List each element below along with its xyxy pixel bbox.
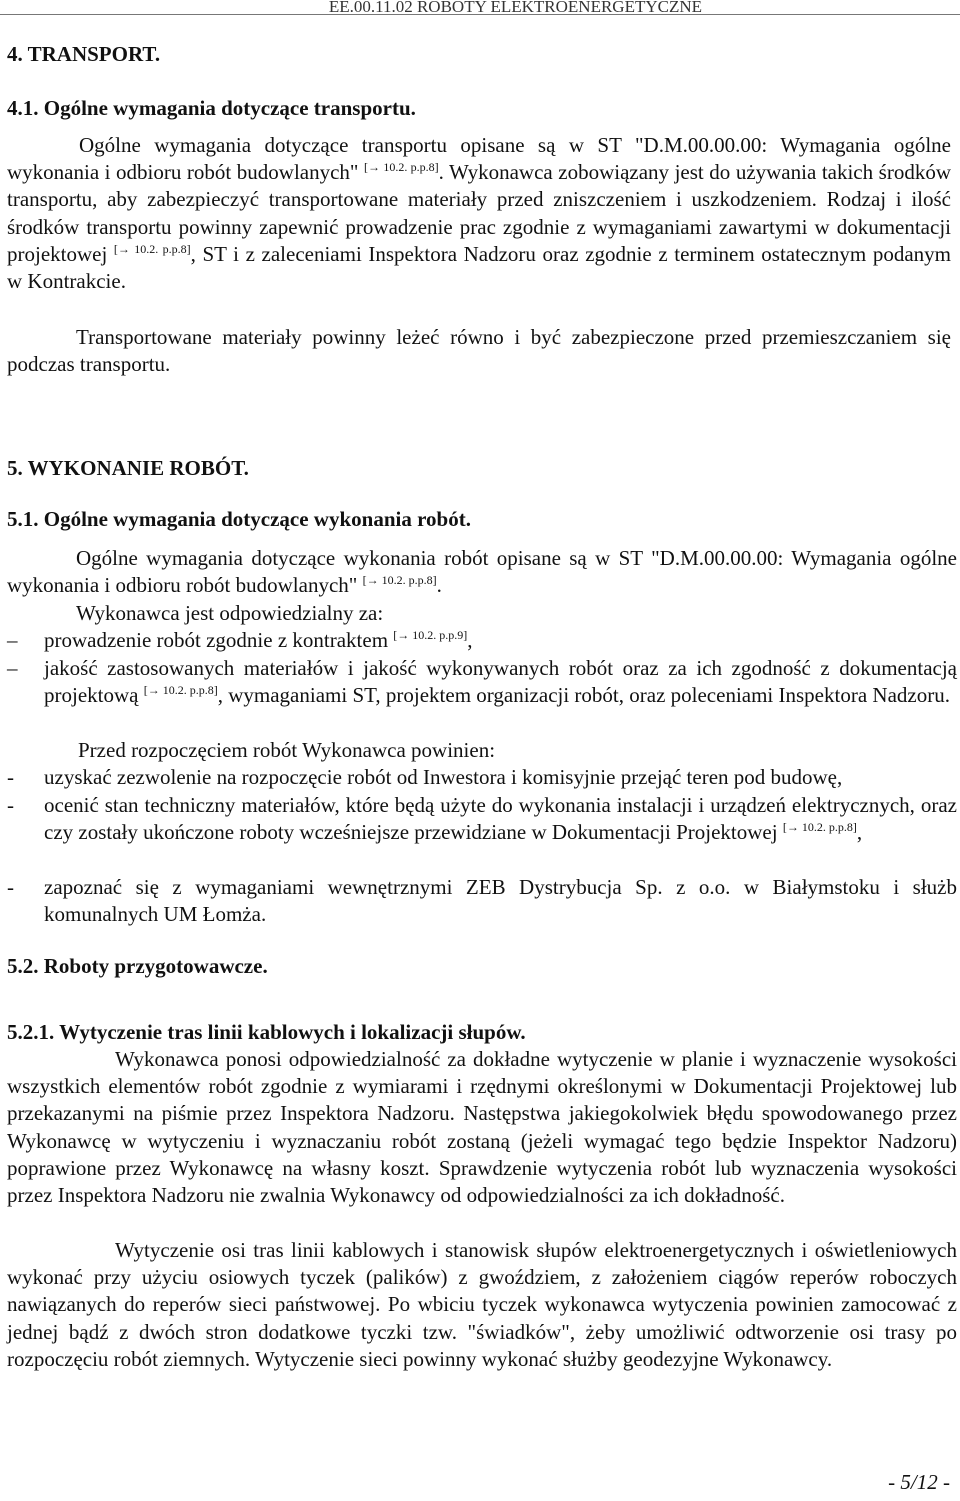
list-marker: – — [7, 656, 18, 680]
before-start-intro: Przed rozpoczęciem robót Wykonawca powinien: — [78, 738, 496, 762]
text: , — [856, 820, 863, 845]
page-number: - 5/12 - — [888, 1470, 950, 1494]
page-header — [0, 0, 960, 15]
list-item — [7, 627, 957, 654]
responsibility-intro: Wykonawca jest odpowiedzialny za: — [76, 601, 384, 625]
text: , wymaganiami ST, projektem organizacji robót, oraz poleceniami Inspektora Nadzoru. — [217, 683, 950, 708]
section-5-title: 5. WYKONANIE ROBÓT. — [7, 456, 249, 480]
list-item — [7, 764, 957, 791]
list-marker: - — [7, 875, 14, 899]
reference: [→ 10.2. p.p.8] — [113, 241, 191, 256]
section-4-1-title: 4.1. Ogólne wymagania dotyczące transportu. — [7, 96, 416, 120]
list-item — [7, 655, 957, 709]
text: Ogólne wymagania dotyczące transportu opisane są w ST "D.M.00.00.00: Wymagania ogólne wykonania i odbioru robót budowlanych" — [7, 133, 951, 185]
text: prowadzenie robót zgodnie z kontraktem — [44, 628, 389, 652]
reference: [→ 10.2. p.p.8] — [364, 160, 439, 175]
section-4-1-paragraph — [7, 132, 951, 295]
list-item — [7, 792, 957, 846]
staking-paragraph-2: Wytyczenie osi tras linii kablowych i stanowisk słupów elektroenergetycznych i oświetleniowych wykonać przy użyciu osiowych tyczek (palików) z gwoździem, z założeniem ciągów reperów roboczych nawiązanych do reperów sieci państwowej. Po wbiciu tyczek wykonawca wytyczenia powinien zamocować z jednej bądź z dwóch stron dodatkowe tyczki tzw. "świadków", żeby umożliwić odtworzenie osi trasy po rozpoczęciu robót ziemnych. Wytyczenie sieci powinny wykonać służby geodezyjne Wykonawcy. — [7, 1238, 957, 1371]
document-code: EE.00.11.02 ROBOTY ELEKTROENERGETYCZNE — [328, 0, 702, 16]
list-marker: - — [7, 765, 14, 789]
section-5-1-paragraph — [7, 545, 957, 599]
text: jakość zastosowanych materiałów i jakość wykonywanych robót oraz za ich zgodność z dokumentacją projektową — [44, 656, 957, 708]
reference: [→ 10.2. p.p.8] — [782, 820, 857, 835]
staking-paragraph-1: Wykonawca ponosi odpowiedzialność za dokładne wytyczenie w planie i wyznaczenie wysokości wszystkich elementów robót zgodnie z wymiarami i rzędnymi określonymi w Dokumentacji Projektowej lub przekazanymi na piśmie przez Inspektora Nadzoru. Następstwa jakiegokolwiek błędu spowodowanego przez Wykonawcę w wytyczeniu i wyznaczaniu robót zostaną (jeżeli wymagać tego będzie Inspektor Nadzoru) poprawione przez Wykonawcę na własny koszt. Sprawdzenie wytyczenia robót lub wyznaczenia wysokości przez Inspektora Nadzoru nie zwalnia Wykonawcy od odpowiedzialności za ich dokładność. — [7, 1047, 957, 1208]
list-marker: - — [7, 793, 14, 817]
reference: [→ 10.2. p.p.8] — [362, 573, 437, 588]
text: . — [436, 573, 442, 598]
text: , — [467, 628, 473, 652]
section-5-2-title: 5.2. Roboty przygotowawcze. — [7, 954, 268, 978]
reference: [→ 10.2. p.p.8] — [143, 683, 218, 698]
list-item — [7, 874, 957, 928]
text: Ogólne wymagania dotyczące wykonania robót opisane są w ST "D.M.00.00.00: Wymagania ogólne wykonania i odbioru robót budowlanych" — [7, 546, 957, 598]
section-4-1-paragraph-2: Transportowane materiały powinny leżeć równo i być zabezpieczone przed przemieszczaniem się podczas transportu. — [7, 325, 951, 377]
section-4-title: 4. TRANSPORT. — [7, 42, 161, 66]
section-5-1-title: 5.1. Ogólne wymagania dotyczące wykonania robót. — [7, 507, 471, 531]
text: ocenić stan techniczny materiałów, które będą użyte do wykonania instalacji i urządzeń elektrycznych, oraz czy zostały ukończone roboty wcześniejsze przewidziane w Dokumentacji Projektowej — [44, 793, 957, 845]
text: , ST i z zaleceniami Inspektora Nadzoru oraz zgodnie z terminem ostatecznym podanym w Kontrakcie. — [7, 241, 952, 294]
reference: [→ 10.2. p.p.9] — [393, 628, 468, 642]
text: uzyskać zezwolenie na rozpoczęcie robót od Inwestora i komisyjnie przejąć teren pod budowę, — [44, 765, 843, 789]
text: zapoznać się z wymaganiami wewnętrznymi ZEB Dystrybucja Sp. z o.o. w Białymstoku i służb komunalnych UM Łomża. — [44, 875, 957, 927]
list-marker: – — [7, 628, 18, 652]
text: . Wykonawca zobowiązany jest do używania takich środków transportu, aby zabezpieczyć transportowane materiały przed zniszczeniem i uszkodzeniem. Rodzaj i ilość środków transportu powinny zapewnić prowadzenie prac zgodnie z wymaganiami zawartymi w dokumentacji projektowej — [7, 160, 951, 266]
section-5-2-1-title: 5.2.1. Wytyczenie tras linii kablowych i lokalizacji słupów. — [7, 1020, 526, 1044]
